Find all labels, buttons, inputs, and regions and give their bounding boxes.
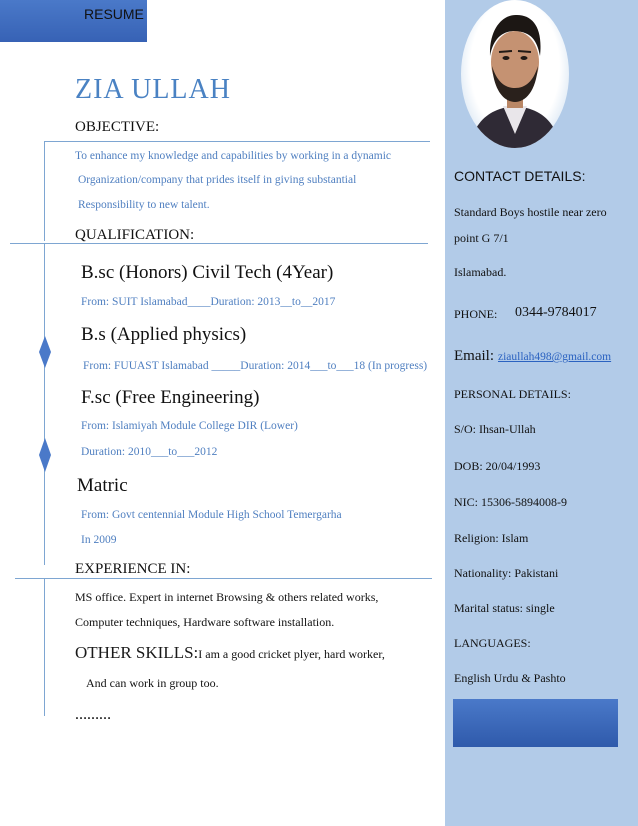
qualification-rule xyxy=(10,243,428,244)
phone-label: PHONE: xyxy=(454,307,498,321)
experience-side-rule xyxy=(44,578,45,716)
diamond-marker-2 xyxy=(38,438,52,472)
email-label: Email: xyxy=(454,348,494,364)
experience-heading: EXPERIENCE IN: xyxy=(75,561,191,577)
objective-heading: OBJECTIVE: xyxy=(75,119,160,135)
qualification-detail-4: From: Govt centennial Module High School Temergarha xyxy=(81,509,342,521)
marital-status: Marital status: single xyxy=(454,601,555,615)
diamond-marker-1 xyxy=(38,336,52,368)
address-city: Islamabad. xyxy=(454,265,507,279)
qualification-side-rule xyxy=(44,243,45,565)
resume-header-tab xyxy=(0,0,147,42)
phone-value: 0344-9784017 xyxy=(515,305,597,320)
qualification-title-2: B.s (Applied physics) xyxy=(81,324,247,345)
other-skills-line-2: And can work in group too. xyxy=(86,676,219,690)
father-name: S/O: Ihsan-Ullah xyxy=(454,422,536,436)
date-of-birth: DOB: 20/04/1993 xyxy=(454,459,541,473)
email-link[interactable]: ziaullah498@gmail.com xyxy=(498,351,612,363)
objective-line-1: To enhance my knowledge and capabilities by working in a dynamic xyxy=(75,150,391,162)
qualification-detail-1: From: SUIT Islamabad____Duration: 2013__to__2017 xyxy=(81,296,336,308)
personal-details-heading: PERSONAL DETAILS: xyxy=(454,387,571,401)
qualification-title-1: B.sc (Honors) Civil Tech (4Year) xyxy=(81,262,334,283)
qualification-detail-3: From: Islamiyah Module College DIR (Lower) xyxy=(81,420,298,432)
profile-photo xyxy=(461,0,569,148)
objective-line-3: Responsibility to new talent. xyxy=(78,199,210,211)
qualification-year-4: In 2009 xyxy=(81,534,117,546)
resume-tab-label: RESUME xyxy=(84,6,144,22)
candidate-name: ZIA ULLAH xyxy=(75,74,231,105)
address-line-1: Standard Boys hostile near zero xyxy=(454,205,607,219)
languages-list: English Urdu & Pashto xyxy=(454,671,566,685)
nationality: Nationality: Pakistani xyxy=(454,566,559,580)
sidebar-blue-block xyxy=(453,699,618,747)
qualification-title-3: F.sc (Free Engineering) xyxy=(81,387,260,408)
objective-rule xyxy=(44,141,430,142)
other-skills-block xyxy=(75,643,385,663)
experience-line-2: Computer techniques, Hardware software installation. xyxy=(75,615,335,629)
qualification-detail-2: From: FUUAST Islamabad _____Duration: 2014___to___18 (In progress) xyxy=(83,360,428,372)
religion: Religion: Islam xyxy=(454,531,529,545)
contact-details-heading: CONTACT DETAILS: xyxy=(454,168,586,184)
address-line-2: point G 7/1 xyxy=(454,231,509,245)
qualification-duration-3: Duration: 2010___to___2012 xyxy=(81,446,218,458)
other-skills-line-1: I am a good cricket plyer, hard worker, xyxy=(198,647,385,661)
experience-line-1: MS office. Expert in internet Browsing & others related works, xyxy=(75,590,379,604)
ellipsis-text: ……… xyxy=(75,708,111,722)
qualification-title-4: Matric xyxy=(77,475,128,496)
qualification-heading: QUALIFICATION: xyxy=(75,227,195,243)
nic-number: NIC: 15306-5894008-9 xyxy=(454,495,567,509)
email-row xyxy=(454,347,611,365)
objective-side-rule xyxy=(44,141,45,241)
other-skills-heading: OTHER SKILLS: xyxy=(75,643,199,662)
objective-line-2: Organization/company that prides itself in giving substantial xyxy=(78,174,357,186)
experience-rule xyxy=(15,578,432,579)
languages-heading: LANGUAGES: xyxy=(454,636,531,650)
